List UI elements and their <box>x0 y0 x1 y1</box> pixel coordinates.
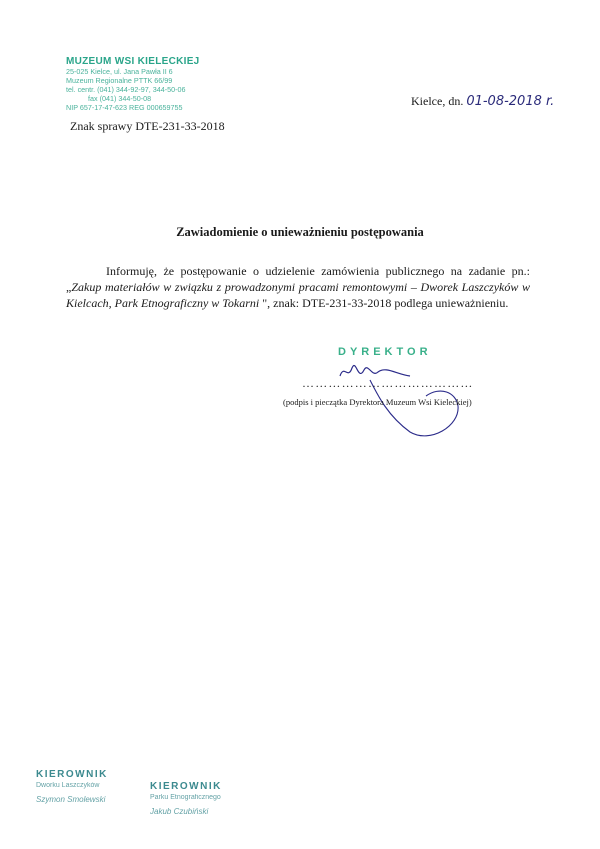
date-prefix: Kielce, dn. <box>411 94 464 108</box>
manager-stamp-2-name: Jakub Czubiński <box>150 807 209 816</box>
manager-stamp-2-title: KIEROWNIK <box>150 781 222 792</box>
document-title: Zawiadomienie o unieważnieniu postępowania <box>176 225 424 239</box>
director-stamp: DYREKTOR <box>338 346 432 358</box>
manager-stamp-1-title: KIEROWNIK <box>36 769 108 780</box>
museum-address: 25-025 Kielce, ul. Jana Pawła II 6 <box>66 67 173 76</box>
date-line <box>411 94 554 109</box>
museum-fax: fax (041) 344-50-08 <box>88 94 152 103</box>
museum-name: MUZEUM WSI KIELECKIEJ <box>66 56 200 67</box>
museum-header-stamp <box>66 56 236 112</box>
manager-stamp-1-name: Szymon Smolewski <box>36 795 106 804</box>
museum-phones: tel. centr. (041) 344-92-97, 344-50-06 <box>66 85 186 94</box>
manager-stamp-2 <box>150 781 270 816</box>
signature-dots: ………………………………… <box>302 376 474 390</box>
body-outro: ", znak: DTE-231-33-2018 podlega unieważnieniu. <box>259 296 509 310</box>
notice-body <box>66 263 530 311</box>
museum-ids: NIP 657-17-47-623 REG 000659755 <box>66 103 183 112</box>
manager-stamp-1 <box>36 769 146 804</box>
signature-caption: (podpis i pieczątka Dyrektora Muzeum Wsi Kieleckiej) <box>283 397 472 407</box>
manager-stamp-1-subtitle: Dworku Laszczyków <box>36 782 100 789</box>
manager-stamp-2-subtitle: Parku Etnograficznego <box>150 794 221 801</box>
museum-registry: Muzeum Regionalne PTTK 66/99 <box>66 76 173 85</box>
case-number: Znak sprawy DTE-231-33-2018 <box>70 119 225 133</box>
body-intro: Informuję, że postępowanie o udzielenie zamówienia publicznego na zadanie pn.: „ <box>66 264 530 294</box>
body-subject: Zakup materiałów w związku z prowadzonymi pracami remontowymi – Dworek Laszczyków w Kielcach, Park Etnograficzny w Tokarni <box>66 280 530 310</box>
date-value: 01-08-2018 r. <box>466 94 555 109</box>
